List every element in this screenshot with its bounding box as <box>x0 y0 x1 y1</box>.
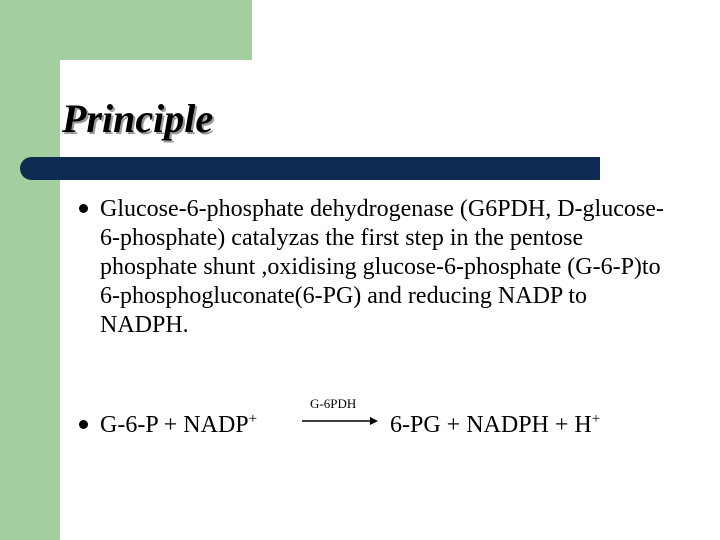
equation-reactants: G-6-P + NADP <box>100 412 249 438</box>
enzyme-label: G-6PDH <box>310 396 357 411</box>
decor-green-left-band <box>0 0 60 540</box>
hydrogen-charge-superscript: + <box>591 411 601 427</box>
bullet-dot-icon <box>79 204 88 213</box>
reaction-arrow-icon <box>300 414 380 428</box>
nadp-charge-superscript: + <box>248 411 258 427</box>
title-underline-bar <box>20 157 600 180</box>
principle-paragraph: Glucose-6-phosphate dehydrogenase (G6PDH, D-glucose-6-phosphate) catalyzas the first step in the pentose phosphate shunt ,oxidising glucose-6-phosphate (G-6-P)to 6-phosphogluconate(6-PG) and reducing NADP to NADPH. <box>100 196 664 338</box>
equation-right-side <box>390 411 600 440</box>
equation-products: 6-PG + NADPH + H <box>390 412 592 438</box>
bullet-dot-icon <box>79 420 88 429</box>
equation-left-side <box>100 411 257 440</box>
slide-title: Principle <box>62 96 214 141</box>
decor-green-top-block <box>0 0 252 60</box>
